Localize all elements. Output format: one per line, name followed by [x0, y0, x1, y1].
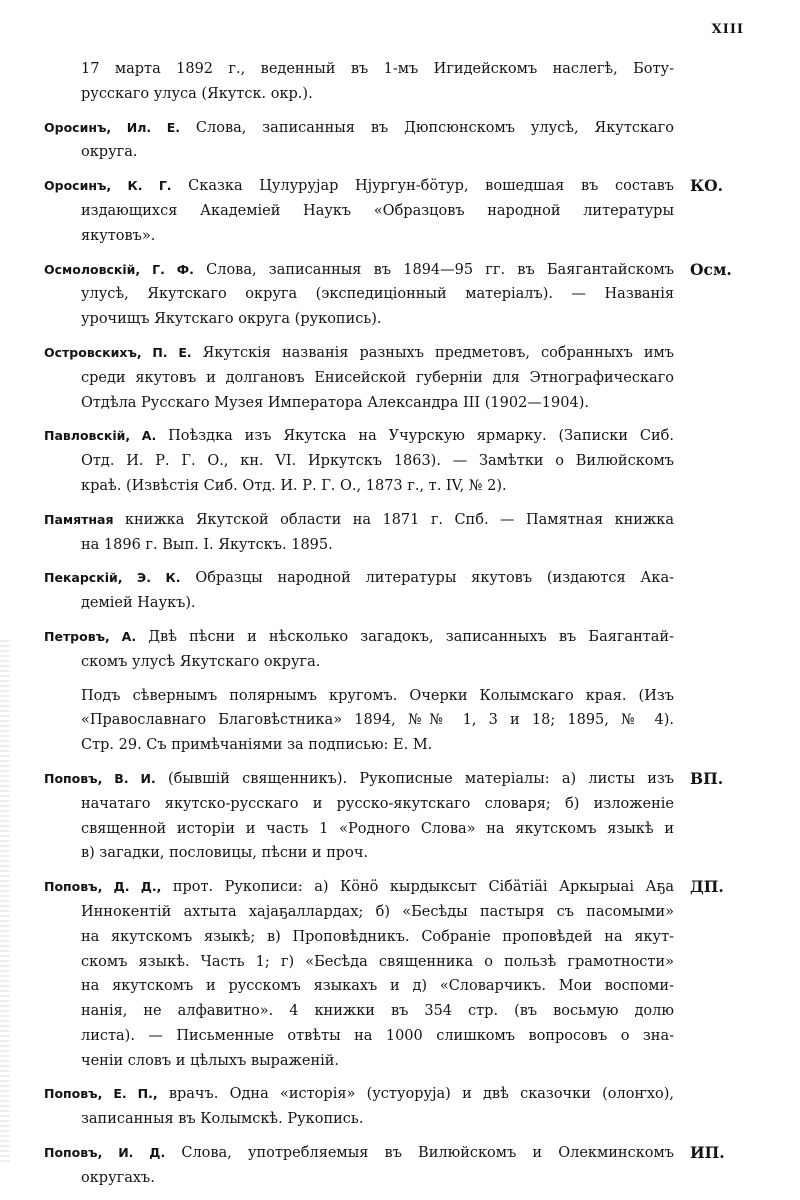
entry-line	[44, 1082, 674, 1107]
entry-abbreviation: Осм.	[690, 259, 732, 279]
bibliography-entry	[44, 1141, 725, 1191]
entry-abbreviation: ИП.	[690, 1143, 725, 1163]
bibliography-entry	[44, 1082, 674, 1132]
entry-text: Образцы народной литературы якутовъ (издаются Ака-	[195, 570, 674, 587]
entry-line	[44, 999, 674, 1024]
entry-text: прот. Рукописи: а) Кӧнӧ кырдыксыт Сібӓтіӓі Аркырыаі Аҕа	[172, 879, 674, 896]
entry-author: Оросинъ, К. Г.	[44, 178, 172, 194]
entry-line	[44, 650, 674, 675]
bibliography-list	[44, 57, 732, 1200]
entry-text: Слова, записанныя въ 1894—95 гг. въ Баягантайскомъ	[206, 261, 674, 278]
bibliography-entry	[44, 508, 674, 558]
entry-line	[44, 174, 674, 199]
entry-text: (бывшій священникъ). Рукописные матеріалы: а) листы изъ	[168, 770, 674, 787]
entry-author: Поповъ, И. Д.	[44, 1145, 166, 1161]
entry-text: Иннокентій ахтыта хајаҕаллардах; б) «Бесѣды пастыря съ пасомыми»	[81, 903, 674, 920]
entry-text: округахъ.	[81, 1169, 155, 1186]
entry-text: Сказка Цулурујар Нјургун-бӧтур, вошедшая въ составъ	[188, 178, 674, 195]
entry-line	[44, 508, 674, 533]
entry-line	[44, 733, 674, 758]
entry-line	[44, 424, 674, 449]
entry-line	[44, 1024, 674, 1049]
page-number: XIII	[711, 22, 744, 37]
bibliography-entry	[44, 684, 674, 758]
entry-line	[44, 474, 674, 499]
entry-author: Осмоловскій, Г. Ф.	[44, 261, 194, 277]
entry-author: Оросинъ, Ил. Е.	[44, 119, 181, 135]
entry-line	[44, 82, 674, 107]
entry-text: священной исторіи и часть 1 «Родного Слова» на якутскомъ языкѣ и	[81, 820, 674, 837]
entry-text: Якутскія названія разныхъ предметовъ, собранныхъ имъ	[202, 344, 674, 361]
entry-line	[44, 950, 674, 975]
entry-line	[44, 341, 674, 366]
entry-text: «Православнаго Благовѣстника» 1894, №№ 1, 3 и 18; 1895, № 4).	[81, 712, 674, 729]
entry-line	[44, 391, 674, 416]
entry-text: округа.	[81, 144, 138, 161]
entry-line	[44, 900, 674, 925]
entry-line	[44, 140, 674, 165]
entry-text: Отдѣла Русскаго Музея Императора Александра III (1902—1904).	[81, 394, 589, 411]
entry-text: на якутскомъ языкѣ; в) Проповѣдникъ. Собраніе проповѣдей на якут-	[81, 928, 674, 945]
entry-text: на 1896 г. Вып. I. Якутскъ. 1895.	[81, 536, 333, 553]
entry-abbreviation: КО.	[690, 176, 723, 196]
entry-text: издающихся Академiей Наукъ «Образцовъ народной литературы	[81, 202, 674, 219]
entry-line	[44, 533, 674, 558]
entry-text: в) загадки, пословицы, пѣсни и проч.	[81, 845, 369, 862]
entry-line	[44, 199, 674, 224]
entry-text: русскаго улуса (Якутск. окр.).	[81, 85, 313, 102]
entry-text: якутовъ».	[81, 227, 156, 244]
entry-author: Памятная	[44, 511, 114, 527]
entry-text: Двѣ пѣсни и нѣсколько загадокъ, записанныхъ въ Баягантай-	[148, 628, 674, 645]
entry-text: нанія, не алфавитно». 4 книжки въ 354 стр. (въ восьмую долю	[81, 1003, 674, 1020]
entry-line	[44, 841, 674, 866]
entry-text: деміей Наукъ).	[81, 595, 196, 612]
bibliography-entry	[44, 174, 723, 248]
entry-text: Подъ сѣвернымъ полярнымъ кругомъ. Очерки Колымскаго края. (Изъ	[81, 687, 674, 704]
entry-line	[44, 282, 674, 307]
entry-line	[44, 974, 674, 999]
entry-text: Слова, записанныя въ Дюпсюнскомъ улусѣ, Якутскаго	[195, 119, 675, 136]
entry-abbreviation: ДП.	[690, 877, 724, 897]
entry-author: Петровъ, А.	[44, 628, 137, 644]
bibliography-entry	[44, 57, 674, 107]
entry-line	[44, 366, 674, 391]
entry-text: скомъ улусѣ Якутскаго округа.	[81, 653, 321, 670]
entry-author: Поповъ, Е. П.,	[44, 1086, 158, 1102]
bibliography-entry	[44, 258, 732, 332]
bibliography-entry	[44, 116, 674, 166]
entry-line	[44, 307, 674, 332]
entry-text: Стр. 29. Съ примѣчаніями за подписью: Е. М.	[81, 737, 433, 754]
entry-text: краѣ. (Извѣстія Сиб. Отд. И. Р. Г. О., 1873 г., т. IV, № 2).	[81, 477, 507, 494]
entry-text: начатаго якутско-русскаго и русско-якутскаго словаря; б) изложеніе	[81, 795, 674, 812]
entry-line	[44, 1141, 674, 1166]
entry-line	[44, 925, 674, 950]
entry-line	[44, 258, 674, 283]
entry-author: Поповъ, Д. Д.,	[44, 879, 162, 895]
bibliography-entry	[44, 566, 674, 616]
entry-text: Отд. И. Р. Г. О., кн. VI. Иркутскъ 1863). — Замѣтки о Вилюйскомъ	[81, 453, 674, 470]
entry-line	[44, 625, 674, 650]
entry-text: скомъ языкѣ. Часть 1; г) «Бесѣда священника о пользѣ грамотности»	[81, 953, 674, 970]
bibliography-entry	[44, 767, 724, 866]
entry-line	[44, 767, 674, 792]
entry-line	[44, 566, 674, 591]
page-edge-shadow	[0, 640, 10, 1165]
entry-line	[44, 684, 674, 709]
entry-line	[44, 875, 674, 900]
bibliography-entry	[44, 625, 674, 675]
entry-text: записанныя въ Колымскѣ. Рукопись.	[81, 1111, 364, 1128]
entry-line	[44, 224, 674, 249]
bibliography-entry	[44, 341, 674, 415]
entry-abbreviation: ВП.	[690, 768, 724, 788]
entry-line	[44, 1166, 674, 1191]
entry-text: урочищъ Якутскаго округа (рукопись).	[81, 311, 382, 328]
entry-text: листа). — Письменные отвѣты на 1000 слишкомъ вопросовъ о зна-	[81, 1027, 674, 1044]
entry-text: Слова, употребляемыя въ Вилюйскомъ и Олекминскомъ	[181, 1145, 675, 1162]
entry-line	[44, 708, 674, 733]
entry-line	[44, 817, 674, 842]
entry-author: Поповъ, В. И.	[44, 770, 156, 786]
entry-text: улусѣ, Якутскаго округа (экспедиціонный матеріалъ). — Названія	[81, 286, 674, 303]
entry-text: Поѣздка изъ Якутска на Учурскую ярмарку. (Записки Сиб.	[168, 428, 675, 445]
bibliography-entry	[44, 424, 674, 498]
entry-line	[44, 1049, 674, 1074]
entry-text: среди якутовъ и долгановъ Енисейской губерніи для Этнографическаго	[81, 369, 674, 386]
entry-line	[44, 57, 674, 82]
entry-text: на якутскомъ и русскомъ языкахъ и д) «Словарчикъ. Мои воспоми-	[81, 978, 674, 995]
entry-text: ченіи словъ и цѣлыхъ выраженій.	[81, 1052, 340, 1069]
entry-text: 17 марта 1892 г., веденный въ 1-мъ Игидейскомъ наслегѣ, Боту-	[81, 61, 674, 77]
entry-author: Пекарскій, Э. К.	[44, 570, 181, 586]
entry-text: врачъ. Одна «исторія» (устуоруја) и двѣ сказочки (олоҥхо),	[168, 1086, 674, 1103]
entry-author: Павловскій, А.	[44, 428, 157, 444]
entry-line	[44, 591, 674, 616]
entry-line	[44, 1107, 674, 1132]
entry-text: книжка Якутской области на 1871 г. Спб. — Памятная книжка	[124, 511, 675, 528]
entry-line	[44, 792, 674, 817]
bibliography-entry	[44, 875, 724, 1073]
entry-author: Островскихъ, П. Е.	[44, 344, 192, 360]
entry-line	[44, 116, 674, 141]
entry-line	[44, 449, 674, 474]
